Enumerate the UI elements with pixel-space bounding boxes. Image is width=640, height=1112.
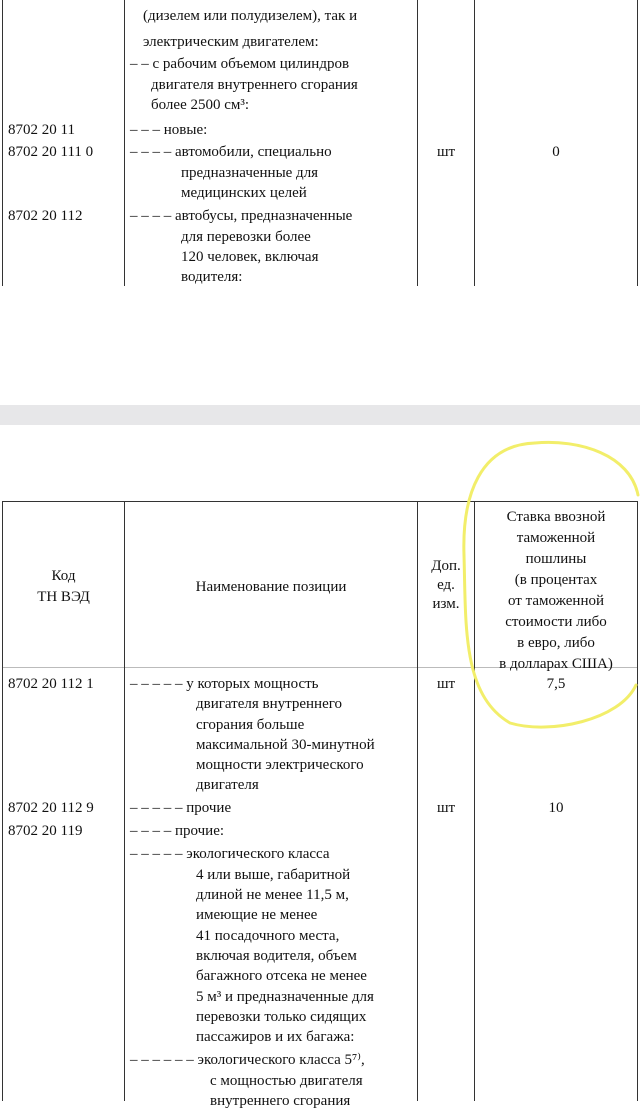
item-description: – – – – – у которых мощность: [130, 676, 319, 692]
item-description: – – с рабочим объемом цилиндров: [130, 56, 350, 72]
unit-value: шт: [436, 144, 456, 160]
item-description: 41 посадочного места,: [196, 928, 340, 944]
item-description: внутреннего сгорания: [210, 1093, 351, 1109]
item-description: перевозки только сидящих: [196, 1009, 367, 1025]
item-description: – – – новые:: [130, 122, 208, 138]
item-description: сгорания больше: [196, 717, 305, 733]
document-page-2: [0, 425, 640, 1109]
item-description: – – – – – – экологического класса 5⁷⁾,: [130, 1052, 365, 1068]
item-description: пассажиров и их багажа:: [196, 1029, 355, 1045]
hs-code: 8702 20 119: [8, 823, 83, 839]
item-description: двигателя внутреннего сгорания: [151, 77, 358, 93]
hs-code: 8702 20 112 9: [8, 800, 94, 816]
unit-value: шт: [436, 800, 456, 816]
item-description: мощности электрического: [196, 757, 364, 773]
item-description: медицинских целей: [181, 185, 307, 201]
hs-code: 8702 20 11: [8, 122, 75, 138]
item-description: максимальной 30-минутной: [196, 737, 375, 753]
item-description: электрическим двигателем:: [143, 34, 319, 50]
item-description: предназначенные для: [181, 165, 319, 181]
rate-value: 10: [548, 800, 564, 816]
item-description: длиной не менее 11,5 м,: [196, 887, 349, 903]
item-description: с мощностью двигателя: [210, 1073, 363, 1089]
table-border-right: [637, 501, 638, 1101]
item-description: включая водителя, объем: [196, 948, 357, 964]
item-description: 120 человек, включая: [181, 249, 319, 265]
hs-code: 8702 20 112 1: [8, 676, 94, 692]
item-description: – – – – автомобили, специально: [130, 144, 332, 160]
hs-code: 8702 20 112: [8, 208, 83, 224]
item-description: – – – – прочие:: [130, 823, 225, 839]
header-unit: Доп. ед. изм.: [431, 558, 461, 612]
item-description: – – – – – экологического класса: [130, 846, 330, 862]
document-page-1: [0, 0, 640, 405]
item-description: более 2500 см³:: [151, 97, 250, 113]
page-separator: [0, 405, 640, 425]
item-description: (дизелем или полудизелем), так и: [143, 8, 358, 24]
table-border-top: [2, 501, 638, 502]
item-description: 5 м³ и предназначенные для: [196, 989, 374, 1005]
item-description: 4 или выше, габаритной: [196, 867, 351, 883]
item-description: имеющие не менее: [196, 907, 318, 923]
header-rate: Ставка ввозной таможенной пошлины (в процентах от таможенной стоимости либо в евро, либо в долларах США): [499, 509, 613, 672]
item-description: двигателя внутреннего: [196, 696, 343, 712]
table-border-left: [2, 0, 3, 286]
rate-value: 0: [552, 144, 560, 160]
rate-value: 7,5: [546, 676, 566, 692]
item-description: – – – – автобусы, предназначенные: [130, 208, 353, 224]
table-border-right: [637, 0, 638, 286]
header-name: Наименование позиции: [195, 579, 347, 595]
item-description: – – – – – прочие: [130, 800, 232, 816]
hs-code: 8702 20 111 0: [8, 144, 94, 160]
item-description: багажного отсека не менее: [196, 968, 367, 984]
item-description: водителя:: [181, 269, 243, 285]
unit-value: шт: [436, 676, 456, 692]
column-divider: [124, 0, 125, 286]
header-code: Код ТН ВЭД: [37, 568, 90, 605]
item-description: двигателя: [196, 777, 259, 793]
item-description: для перевозки более: [181, 229, 311, 245]
